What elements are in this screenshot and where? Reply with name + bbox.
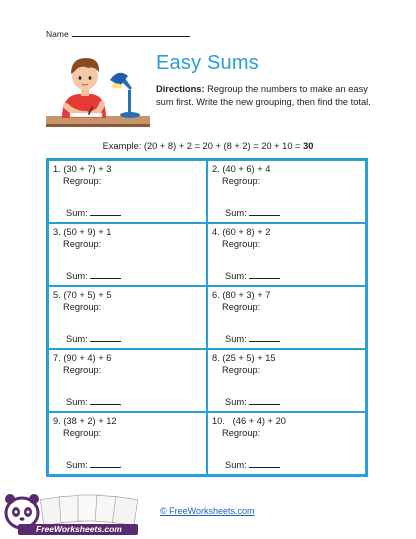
problem-cell-7 [48,349,207,412]
regroup-label: Regroup: [222,176,261,186]
sum-label: Sum: [66,271,88,281]
sum-blank[interactable] [249,397,280,405]
regroup-label: Regroup: [63,176,102,186]
sum-label: Sum: [66,397,88,407]
problem-text: 3. (50 + 9) + 1 [53,227,112,237]
sum-blank[interactable] [249,334,280,342]
worksheet-title: Easy Sums [156,52,259,74]
regroup-label: Regroup: [63,239,102,249]
student-writing-illustration [44,40,152,136]
sum-line [66,334,121,344]
logo-text: FreeWorksheets.com [36,524,122,534]
sum-line [225,271,280,281]
problem-cell-6 [207,286,366,349]
sum-blank[interactable] [249,208,280,216]
example-text: Example: (20 + 8) + 2 = 20 + (8 + 2) = 20 + 10 = [102,141,304,151]
sum-blank[interactable] [90,397,121,405]
problem-cell-4 [207,223,366,286]
name-line [72,28,190,37]
example-line [0,141,416,151]
problem-text: 4. (60 + 8) + 2 [212,227,271,237]
problem-text: 9. (38 + 2) + 12 [53,416,117,426]
sum-blank[interactable] [90,460,121,468]
problem-cell-1 [48,160,207,223]
sum-label: Sum: [225,334,247,344]
problem-cell-3 [48,223,207,286]
problem-text: 8. (25 + 5) + 15 [212,353,276,363]
freeworksheets-link[interactable]: © FreeWorksheets.com [160,506,255,516]
directions-text: Regroup the numbers to make an easy sum first. Write the new grouping, then find the total. [156,84,371,108]
sum-line [225,208,280,218]
sum-line [66,460,121,470]
sum-line [225,397,280,407]
sum-blank[interactable] [90,271,121,279]
sum-line [225,334,280,344]
name-field-row [46,28,190,39]
sum-label: Sum: [225,208,247,218]
problem-text: 10. (46 + 4) + 20 [212,416,286,426]
sum-label: Sum: [66,460,88,470]
regroup-label: Regroup: [63,365,102,375]
problem-text: 6. (80 + 3) + 7 [212,290,271,300]
regroup-label: Regroup: [63,302,102,312]
sum-line [66,397,121,407]
sum-label: Sum: [66,334,88,344]
directions-label: Directions: [156,84,205,94]
sum-label: Sum: [66,208,88,218]
problem-cell-9 [48,412,207,475]
sum-label: Sum: [225,397,247,407]
sum-blank[interactable] [90,334,121,342]
directions [156,83,374,109]
problem-cell-2 [207,160,366,223]
name-label: Name [46,29,69,39]
sum-blank[interactable] [90,208,121,216]
problem-text: 1. (30 + 7) + 3 [53,164,112,174]
sum-blank[interactable] [249,271,280,279]
problem-text: 2. (40 + 6) + 4 [212,164,271,174]
problem-cell-10 [207,412,366,475]
sum-blank[interactable] [249,460,280,468]
problem-text: 7. (90 + 4) + 6 [53,353,112,363]
sum-line [66,208,121,218]
regroup-label: Regroup: [222,302,261,312]
regroup-label: Regroup: [222,428,261,438]
problem-cell-5 [48,286,207,349]
sum-label: Sum: [225,460,247,470]
regroup-label: Regroup: [63,428,102,438]
problem-grid [46,158,368,477]
sum-line [66,271,121,281]
example-answer: 30 [303,141,314,151]
problem-cell-8 [207,349,366,412]
sum-line [225,460,280,470]
regroup-label: Regroup: [222,365,261,375]
problem-text: 5. (70 + 5) + 5 [53,290,112,300]
regroup-label: Regroup: [222,239,261,249]
sum-label: Sum: [225,271,247,281]
